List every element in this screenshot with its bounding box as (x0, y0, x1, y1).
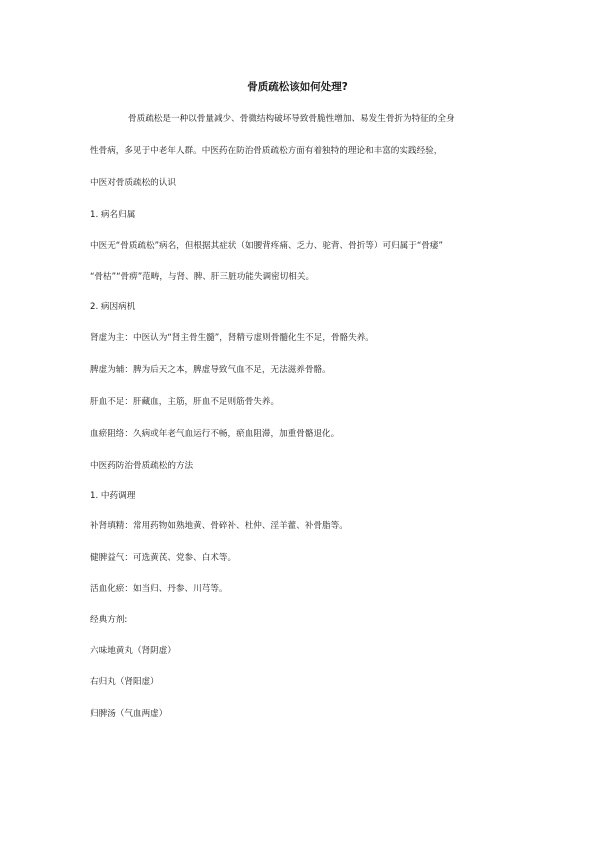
intro-line-2: 性骨病，多见于中老年人群。中医药在防治骨质疏松方面有着独特的理论和丰富的实践经验， (90, 146, 443, 156)
formula-item-1: 六味地黄丸（肾阴虚） (90, 646, 176, 656)
cause-spleen: 脾虚为辅：脾为后天之本，脾虚导致气血不足，无法滋养骨骼。 (90, 365, 331, 375)
document-title: 骨质疏松该如何处理? (247, 81, 348, 93)
section-heading-methods: 中医药防治骨质疏松的方法 (90, 461, 194, 471)
cause-kidney: 肾虚为主：中医认为“肾主骨生髓”，肾精亏虚则骨髓化生不足，骨骼失养。 (90, 333, 374, 343)
paragraph-disease-name-2: “骨枯”“骨痹”范畴，与肾、脾、肝三脏功能失调密切相关。 (90, 272, 315, 282)
method-blood: 活血化瘀：如当归、丹参、川芎等。 (90, 584, 228, 594)
cause-blood-stasis: 血瘀阻络：久病或年老气血运行不畅，瘀血阻滞，加重骨骼退化。 (90, 429, 340, 439)
intro-line-1: 骨质疏松是一种以骨量减少、骨微结构破坏导致骨脆性增加、易发生骨折为特征的全身 (128, 114, 455, 124)
cause-liver: 肝血不足：肝藏血，主筋，肝血不足则筋骨失养。 (90, 397, 280, 407)
formula-item-2: 右归丸（肾阳虚） (90, 677, 159, 687)
subheading-etiology: 2. 病因病机 (90, 302, 136, 312)
subheading-herbal: 1. 中药调理 (90, 491, 136, 501)
paragraph-disease-name-1: 中医无“骨质疏松”病名，但根据其症状（如腰背疼痛、乏力、驼背、骨折等）可归属于“骨痿” (90, 241, 443, 251)
classic-formulas-heading: 经典方剂: (90, 615, 128, 625)
method-kidney: 补肾填精：常用药物如熟地黄、骨碎补、杜仲、淫羊藿、补骨脂等。 (90, 521, 348, 531)
section-heading-understanding: 中医对骨质疏松的认识 (90, 178, 176, 188)
method-spleen: 健脾益气：可选黄芪、党参、白术等。 (90, 553, 237, 563)
subheading-disease-name: 1. 病名归属 (90, 210, 136, 220)
formula-item-3: 归脾汤（气血两虚） (90, 709, 168, 719)
